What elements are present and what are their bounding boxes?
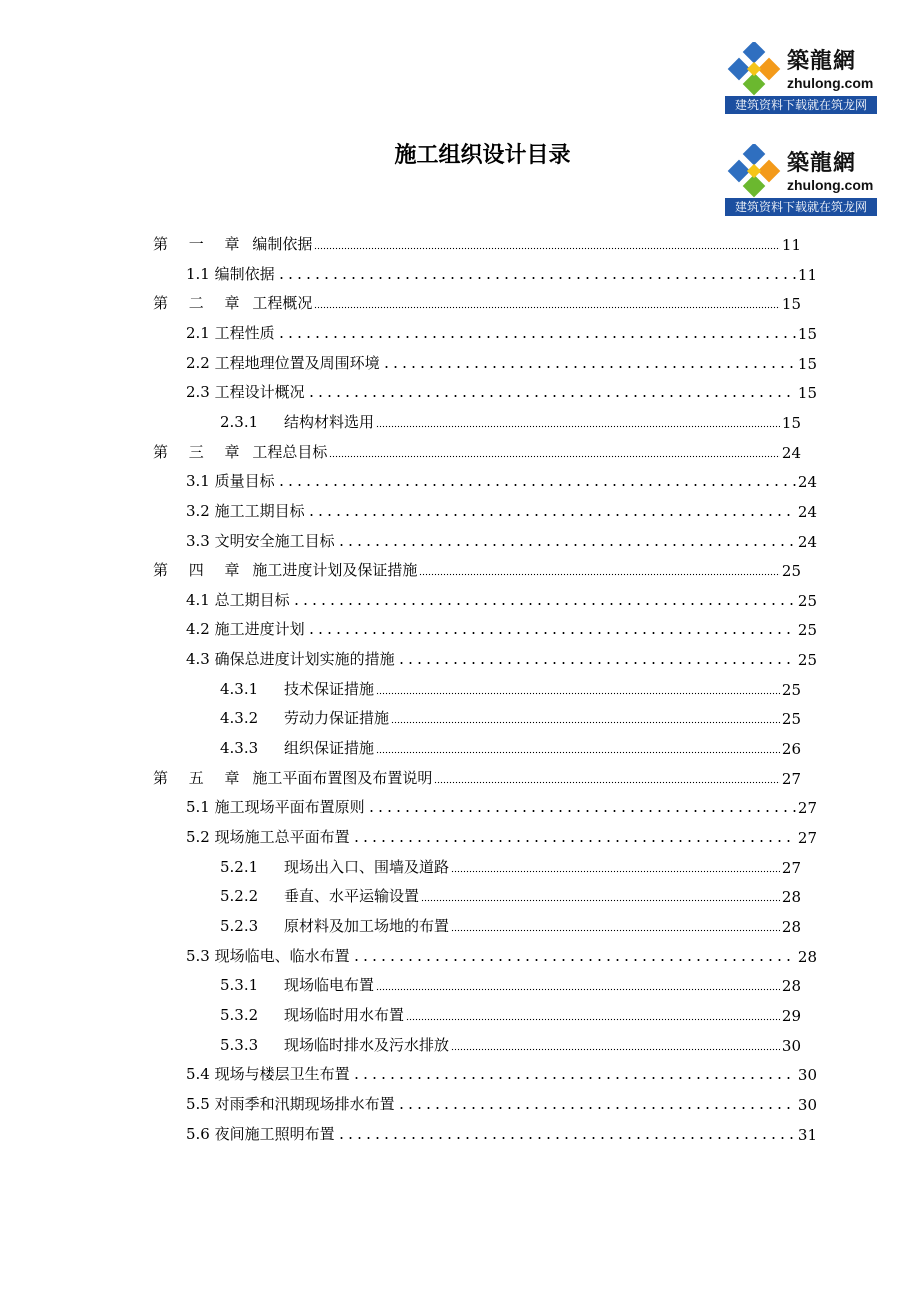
toc-page-number: 15: [797, 384, 817, 403]
toc-entry-text: 文明安全施工目标: [214, 531, 335, 550]
toc-entry[interactable]: [186, 523, 817, 551]
toc-entry-number: 3.1: [186, 472, 210, 491]
toc-entry[interactable]: [186, 1086, 817, 1114]
toc-page-number: 25: [781, 562, 801, 581]
toc-dot-leader: [337, 537, 796, 547]
toc-entry-number: 第 一 章: [153, 235, 248, 253]
toc-entry-text: 垂直、水平运输设置: [284, 887, 420, 906]
toc-entry-text: 总工期目标: [214, 590, 290, 609]
toc-entry-text: 工程概况: [252, 294, 313, 313]
toc-entry[interactable]: [186, 493, 817, 521]
toc-entry-number: 5.3: [186, 946, 210, 965]
toc-dot-leader: [352, 952, 796, 962]
toc-entry-label: [186, 530, 335, 551]
toc-entry-text: 施工工期目标: [214, 501, 305, 520]
toc-page-number: 15: [781, 413, 801, 432]
toc-entry-number: 第 五 章: [153, 768, 248, 787]
toc-dot-leader: [421, 892, 780, 902]
toc-entry-text: 现场临电、临水布置: [214, 946, 350, 965]
toc-entry-number: 2.3: [186, 383, 210, 402]
toc-page-number: 25: [797, 621, 817, 640]
toc-entry-number: 5.3.2: [220, 1005, 259, 1024]
toc-dot-leader: [307, 625, 796, 635]
toc-dot-leader: [277, 329, 796, 339]
toc-entry-text: 现场临时用水布置: [284, 1005, 405, 1024]
toc-entry-text: 组织保证措施: [284, 739, 375, 758]
toc-entry-text: 劳动力保证措施: [284, 709, 390, 728]
toc-dot-leader: [376, 418, 780, 428]
toc-entry[interactable]: [153, 285, 801, 313]
toc-dot-leader: [376, 744, 780, 754]
toc-entry[interactable]: [186, 641, 817, 669]
toc-entry-number: 4.3: [186, 650, 210, 669]
toc-entry-label: [186, 1063, 350, 1084]
logo-tagline: 建筑资料下载就在筑龙网: [725, 96, 877, 114]
toc-entry-text: 工程设计概况: [214, 383, 305, 402]
toc-entry-label: [220, 1004, 404, 1025]
toc-entry-label: [220, 1034, 449, 1055]
toc-dot-leader: [314, 299, 780, 309]
toc-dot-leader: [434, 774, 780, 784]
toc-entry-text: 施工现场平面布置原则: [214, 798, 365, 817]
toc-entry-number: 5.3.3: [220, 1035, 259, 1054]
toc-page-number: 29: [781, 1006, 801, 1025]
toc-entry-label: [186, 945, 350, 966]
logo-name: 築龍網: [787, 151, 857, 176]
toc-entry-label: [186, 381, 305, 402]
toc-entry-label: [186, 470, 275, 491]
toc-entry[interactable]: [186, 256, 817, 284]
toc-entry[interactable]: [186, 938, 817, 966]
toc-entry-label: [186, 1123, 335, 1144]
toc-dot-leader: [307, 388, 796, 398]
toc-dot-leader: [277, 270, 796, 280]
toc-entry[interactable]: [153, 226, 801, 254]
toc-page-number: 28: [781, 888, 801, 907]
toc-entry-label: [153, 292, 312, 313]
toc-dot-leader: [451, 1041, 780, 1051]
toc-dot-leader: [314, 240, 780, 250]
toc-dot-leader: [307, 507, 796, 517]
toc-page-number: 31: [797, 1125, 817, 1144]
toc-entry-number: 1.1: [186, 264, 210, 283]
toc-entry[interactable]: [220, 730, 801, 758]
toc-entry-label: [220, 737, 374, 758]
toc-entry[interactable]: [186, 1056, 817, 1084]
toc-page-number: 27: [781, 858, 801, 877]
toc-dot-leader: [451, 922, 780, 932]
toc-entry-text: 确保总进度计划实施的措施: [214, 650, 395, 669]
toc-entry-number: 5.4: [186, 1065, 210, 1084]
toc-entry[interactable]: [186, 463, 817, 491]
toc-entry-text: 工程性质: [214, 323, 275, 342]
toc-entry-label: [220, 974, 374, 995]
toc-page-number: 27: [797, 829, 817, 847]
toc-entry-label: [186, 352, 380, 373]
toc-entry[interactable]: [220, 700, 801, 728]
toc-page-number: 25: [781, 680, 801, 699]
toc-entry[interactable]: [186, 345, 817, 373]
toc-dot-leader: [329, 448, 780, 458]
toc-entry-number: 5.2.1: [220, 857, 259, 876]
toc-entry-number: 第 二 章: [153, 294, 248, 313]
toc-entry-text: 对雨季和汛期现场排水布置: [214, 1094, 395, 1113]
logo-name: 築龍網: [787, 49, 857, 74]
toc-entry-text: 原材料及加工场地的布置: [284, 916, 450, 935]
toc-page-number: 26: [781, 740, 801, 759]
toc-entry-text: 夜间施工照明布置: [214, 1124, 335, 1143]
toc-entry-number: 2.2: [186, 353, 210, 372]
toc-page-number: 30: [797, 1095, 817, 1114]
toc-entry-number: 3.3: [186, 531, 210, 550]
toc-entry-number: 5.1: [186, 798, 210, 817]
toc-page-number: 27: [781, 769, 801, 788]
toc-entry[interactable]: [153, 760, 801, 788]
toc-page-number: 24: [797, 473, 817, 492]
toc-entry-text: 技术保证措施: [284, 679, 375, 698]
toc-entry[interactable]: [186, 315, 817, 343]
toc-entry[interactable]: [220, 878, 801, 906]
toc-entry-text: 施工进度计划及保证措施: [252, 561, 418, 580]
toc-page-number: 24: [797, 502, 817, 521]
toc-entry[interactable]: [220, 967, 801, 995]
toc-page-number: 25: [797, 651, 817, 670]
toc-entry-label: [220, 678, 374, 699]
toc-dot-leader: [419, 566, 780, 576]
toc-dot-leader: [397, 1100, 796, 1110]
logo-domain: zhulong.com: [787, 75, 874, 91]
zhulong-logo-icon: [727, 42, 781, 96]
toc-entry[interactable]: [153, 552, 801, 580]
toc-page-number: 28: [781, 917, 801, 936]
toc-dot-leader: [367, 803, 796, 813]
toc-entry-number: 5.2.2: [220, 887, 259, 906]
toc-entry-label: [186, 263, 275, 284]
toc-entry[interactable]: [220, 908, 801, 936]
document-title: 施工组织设计目录: [394, 143, 571, 168]
toc-page-number: 25: [797, 591, 817, 610]
toc-entry[interactable]: [153, 434, 801, 462]
toc-entry-label: [153, 767, 432, 788]
toc-entry-label: [153, 559, 417, 580]
toc-entry-label: [220, 707, 389, 728]
logo-tagline: 建筑资料下载就在筑龙网: [725, 198, 877, 216]
toc-page-number: 15: [797, 354, 817, 373]
toc-entry-label: [186, 618, 305, 639]
toc-dot-leader: [451, 863, 780, 873]
toc-entry-text: 编制依据: [252, 235, 313, 253]
toc-dot-leader: [337, 1130, 796, 1140]
toc-entry-label: [220, 915, 449, 936]
toc-page-number: 30: [781, 1036, 801, 1055]
toc-page-number: 24: [797, 532, 817, 551]
toc-entry-number: 5.2.3: [220, 916, 259, 935]
toc-entry-label: [186, 826, 350, 847]
toc-entry-text: 施工平面布置图及布置说明: [252, 768, 433, 787]
toc-entry[interactable]: [220, 1027, 801, 1055]
toc-dot-leader: [277, 477, 796, 487]
toc-entry-number: 4.3.1: [220, 679, 259, 698]
toc-entry-number: 4.2: [186, 620, 210, 639]
toc-page-number: 25: [781, 710, 801, 729]
toc-entry-label: [186, 589, 290, 610]
toc-entry-text: 现场临时排水及污水排放: [284, 1035, 450, 1054]
toc-entry-label: [186, 1093, 395, 1114]
toc-entry-number: 2.1: [186, 323, 210, 342]
toc-entry-number: 3.2: [186, 501, 210, 520]
toc-entry-label: [220, 885, 419, 906]
toc-entry-text: 施工进度计划: [214, 620, 305, 639]
toc-page-number: 15: [781, 295, 801, 314]
toc-entry-text: 现场施工总平面布置: [214, 828, 350, 846]
toc-entry-text: 编制依据: [214, 264, 275, 283]
toc-page-number: 24: [781, 443, 801, 462]
toc-entry-label: [220, 411, 374, 432]
logo-domain: zhulong.com: [787, 177, 874, 193]
toc-page-number: 11: [797, 265, 817, 284]
toc-entry-label: [186, 500, 305, 521]
toc-entry-text: 现场出入口、围墙及道路: [284, 857, 450, 876]
toc-page-number: 28: [781, 977, 801, 996]
toc-dot-leader: [406, 1011, 780, 1021]
toc-entry-text: 现场临电布置: [284, 976, 375, 995]
toc-entry-number: 第 四 章: [153, 561, 248, 580]
toc-entry[interactable]: [186, 819, 817, 847]
toc-entry[interactable]: [220, 671, 801, 699]
toc-dot-leader: [352, 1070, 796, 1080]
toc-entry-number: 4.3.3: [220, 739, 259, 758]
toc-dot-leader: [391, 714, 780, 724]
toc-entry-number: 5.5: [186, 1094, 210, 1113]
toc-entry[interactable]: [220, 997, 801, 1025]
toc-entry-label: [186, 322, 275, 343]
toc-entry-number: 2.3.1: [220, 412, 259, 431]
toc-dot-leader: [397, 655, 796, 665]
toc-page-number: 30: [797, 1066, 817, 1085]
toc-entry[interactable]: [186, 789, 817, 817]
toc-entry[interactable]: [186, 374, 817, 402]
toc-dot-leader: [376, 685, 780, 695]
toc-entry-label: [153, 233, 312, 254]
toc-page-number: 28: [797, 947, 817, 966]
toc-page-number: 27: [797, 799, 817, 818]
toc-entry[interactable]: [220, 849, 801, 877]
toc-entry[interactable]: [186, 1116, 817, 1144]
toc-entry-label: [186, 648, 395, 669]
toc-dot-leader: [376, 981, 780, 991]
toc-entry-text: 工程总目标: [252, 442, 328, 461]
toc-entry-label: [220, 856, 449, 877]
toc-entry-label: [186, 796, 365, 817]
toc-entry[interactable]: [186, 582, 817, 610]
toc-dot-leader: [382, 359, 796, 369]
toc-dot-leader: [352, 833, 796, 843]
toc-entry-text: 现场与楼层卫生布置: [214, 1065, 350, 1084]
toc-entry-number: 5.2: [186, 828, 210, 846]
toc-entry-number: 5.6: [186, 1124, 210, 1143]
toc-page-number: 11: [781, 236, 801, 254]
toc-entry[interactable]: [220, 404, 801, 432]
toc-entry-number: 4.1: [186, 590, 210, 609]
toc-page-number: 15: [797, 324, 817, 343]
toc-entry-label: [153, 441, 327, 462]
toc-dot-leader: [292, 596, 796, 606]
toc-entry-text: 质量目标: [214, 472, 275, 491]
zhulong-logo-top: [725, 40, 877, 115]
toc-entry-number: 第 三 章: [153, 442, 248, 461]
toc-entry[interactable]: [186, 611, 817, 639]
toc-entry-text: 工程地理位置及周围环境: [214, 353, 380, 372]
toc-entry-text: 结构材料选用: [284, 412, 375, 431]
toc-entry-number: 4.3.2: [220, 709, 259, 728]
toc-entry-number: 5.3.1: [220, 976, 259, 995]
